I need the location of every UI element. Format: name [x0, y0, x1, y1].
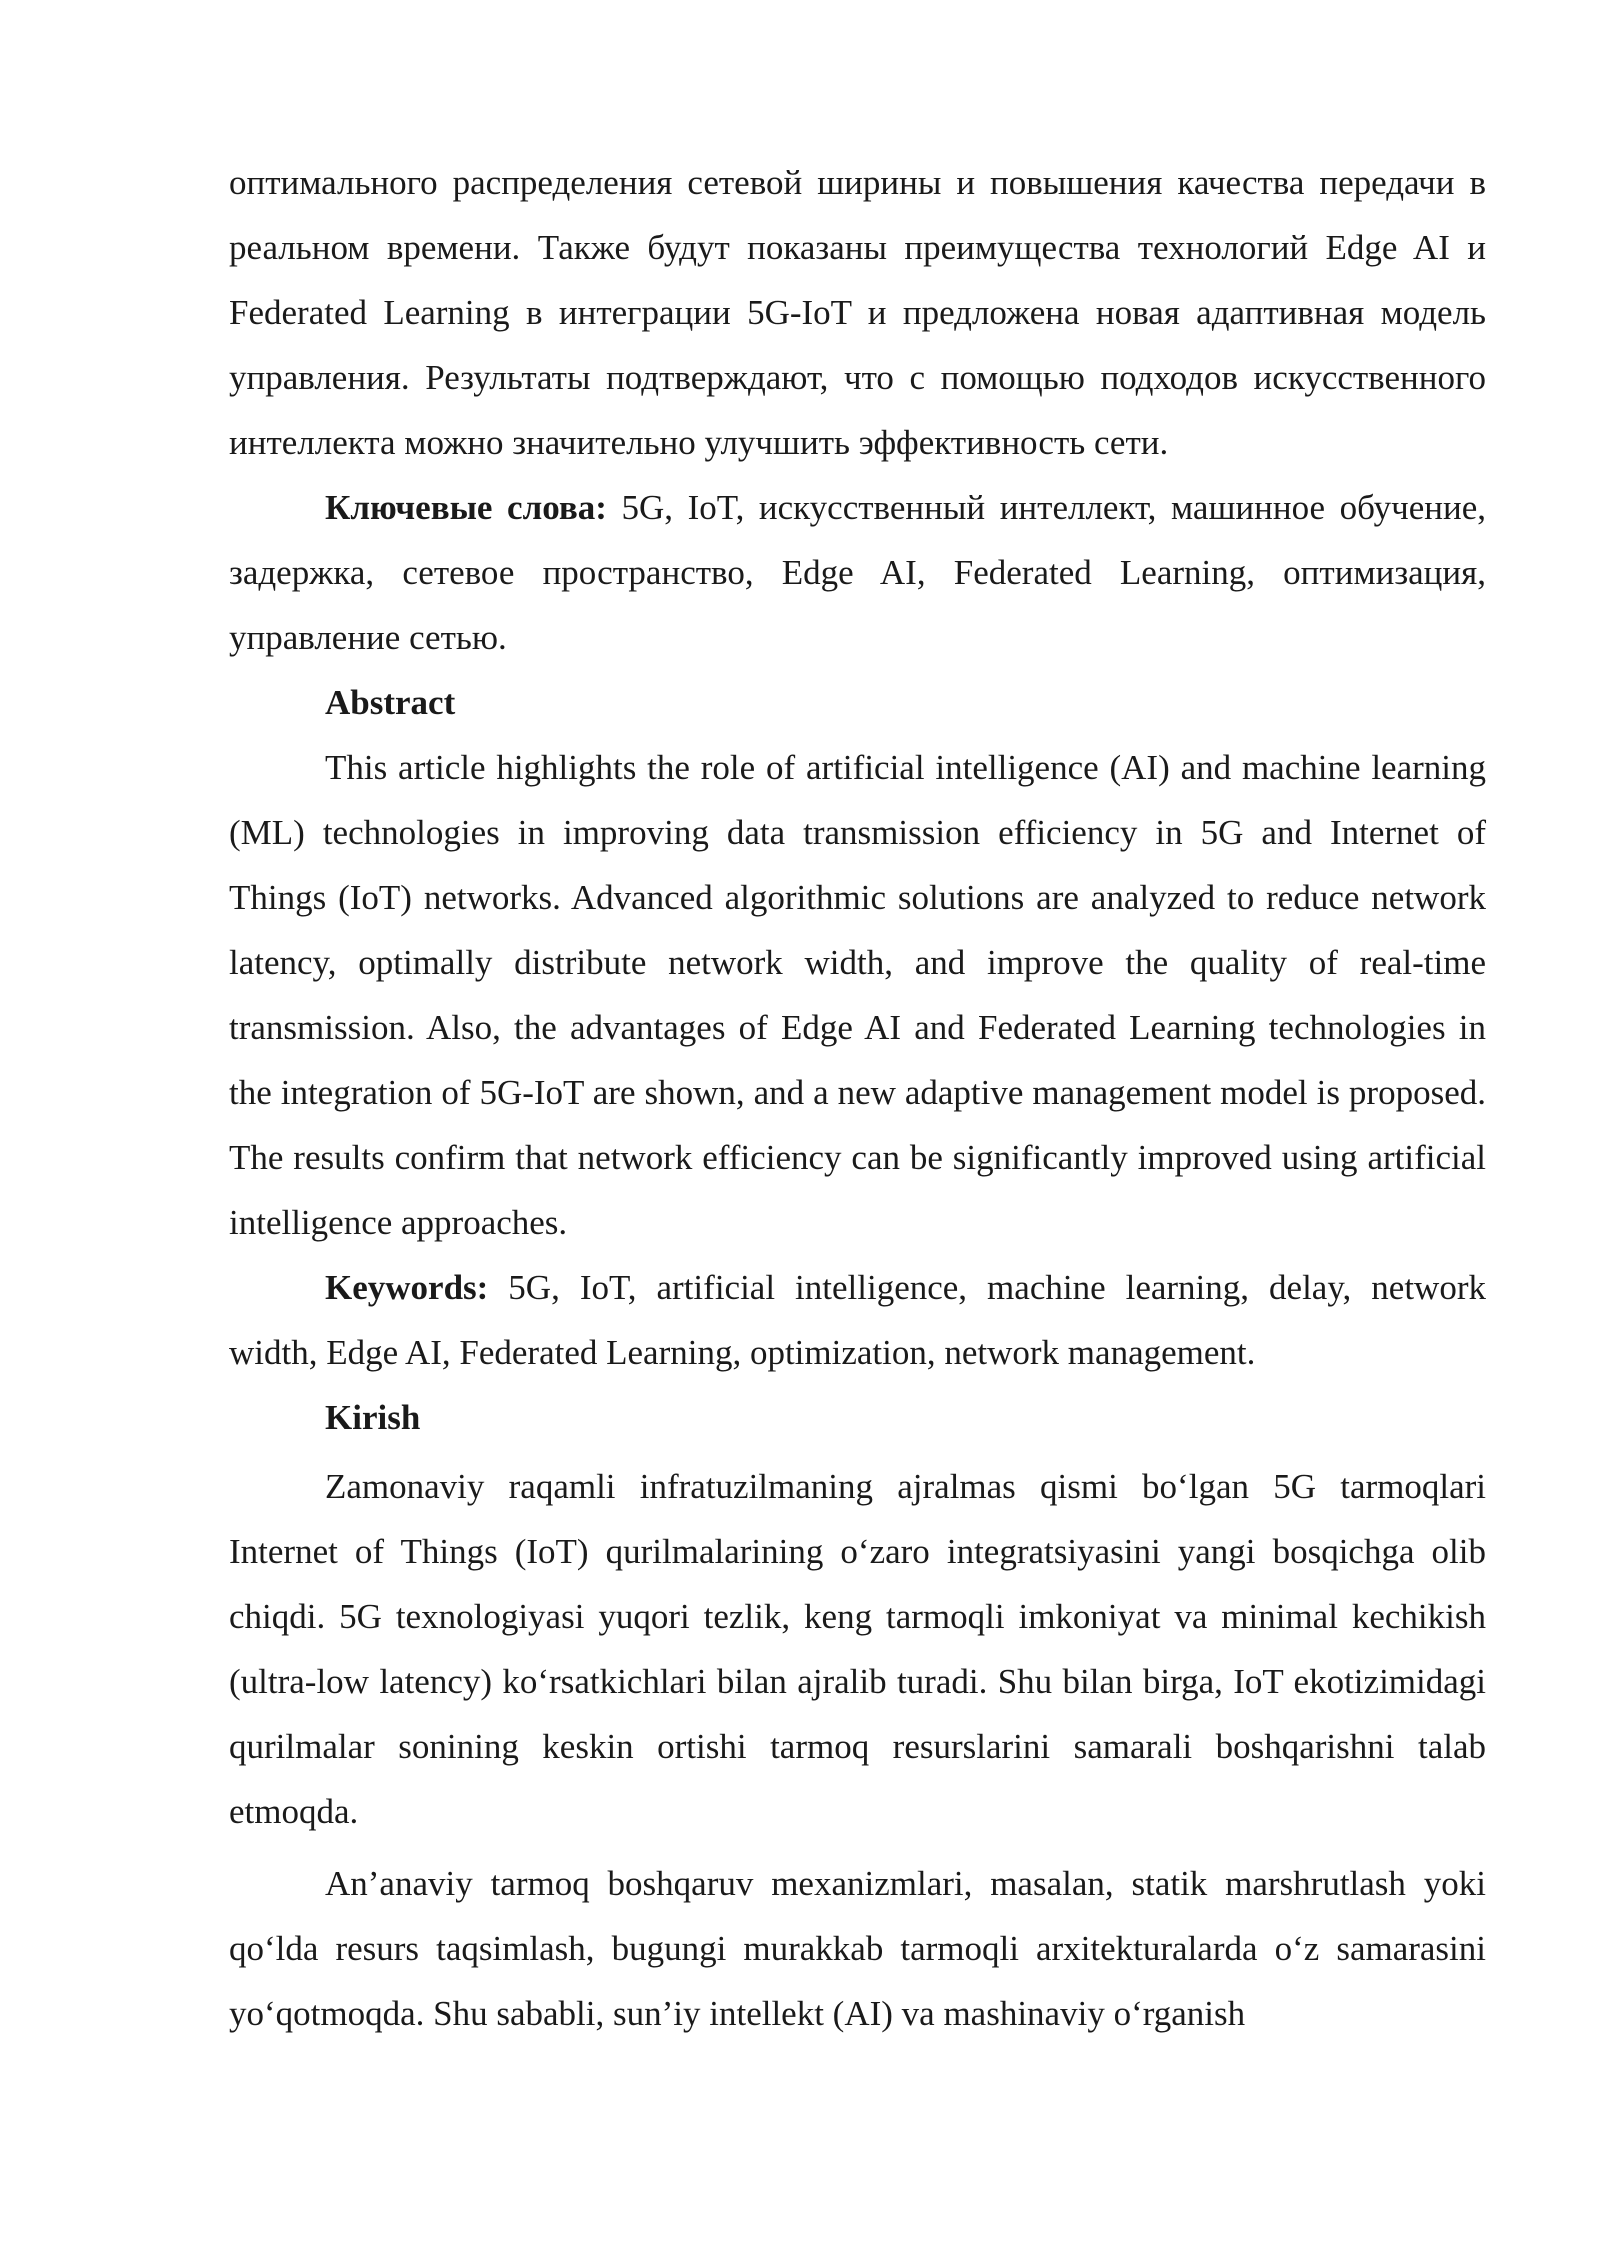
kirish-heading: Kirish — [325, 1398, 421, 1437]
abstract-heading: Abstract — [325, 683, 456, 722]
english-keywords-label: Keywords: — [325, 1268, 489, 1307]
kirish-paragraph-1: Zamonaviy raqamli infratuzilmaning ajralmas qismi bo‘lgan 5G tarmoqlari Internet of Things (IoT) qurilmalarining o‘zaro integratsiyasini yangi bosqichga olib chiqdi. 5G texnologiyasi yuqori tezlik, keng tarmoqli imkoniyat va minimal kechikish (ultra-low latency) ko‘rsatkichlari bilan ajralib turadi. Shu bilan birga, IoT ekotizimidagi qurilmalar sonining keskin ortishi tarmoq resurslarini samarali boshqarishni talab etmoqda. — [229, 1467, 1486, 1831]
russian-keywords-text: 5G, IoT, искусственный интеллект, машинное обучение, задержка, сетевое пространство, Edge AI, Federated Learning, оптимизация, управление сетью. — [229, 488, 1486, 657]
abstract-text: This article highlights the role of artificial intelligence (AI) and machine learning (ML) technologies in improving data transmission efficiency in 5G and Internet of Things (IoT) networks. Advanced algorithmic solutions are analyzed to reduce network latency, optimally distribute network width, and improve the quality of real-time transmission. Also, the advantages of Edge AI and Federated Learning technologies in the integration of 5G-IoT are shown, and a new adaptive management model is proposed. The results confirm that network efficiency can be significantly improved using artificial intelligence approaches. — [229, 748, 1486, 1242]
russian-keywords-paragraph — [229, 475, 1486, 670]
document-page — [229, 150, 1486, 2046]
russian-abstract-continuation: оптимального распределения сетевой ширины и повышения качества передачи в реальном времени. Также будут показаны преимущества технологий Edge AI и Federated Learning в интеграции 5G-IoT и предложена новая адаптивная модель управления. Результаты подтверждают, что с помощью подходов искусственного интеллекта можно значительно улучшить эффективность сети. — [229, 163, 1486, 462]
russian-keywords-label: Ключевые слова: — [325, 488, 607, 527]
kirish-paragraph-2: An’anaviy tarmoq boshqaruv mexanizmlari, masalan, statik marshrutlash yoki qo‘lda resurs taqsimlash, bugungi murakkab tarmoqli arxitekturalarda o‘z samarasini yo‘qotmoqda. Shu sababli, sun’iy intellekt (AI) va mashinaviy o‘rganish — [229, 1864, 1486, 2033]
english-keywords-text: 5G, IoT, artificial intelligence, machine learning, delay, network width, Edge AI, Federated Learning, optimization, network management. — [229, 1268, 1486, 1372]
english-keywords-paragraph — [229, 1255, 1486, 1385]
